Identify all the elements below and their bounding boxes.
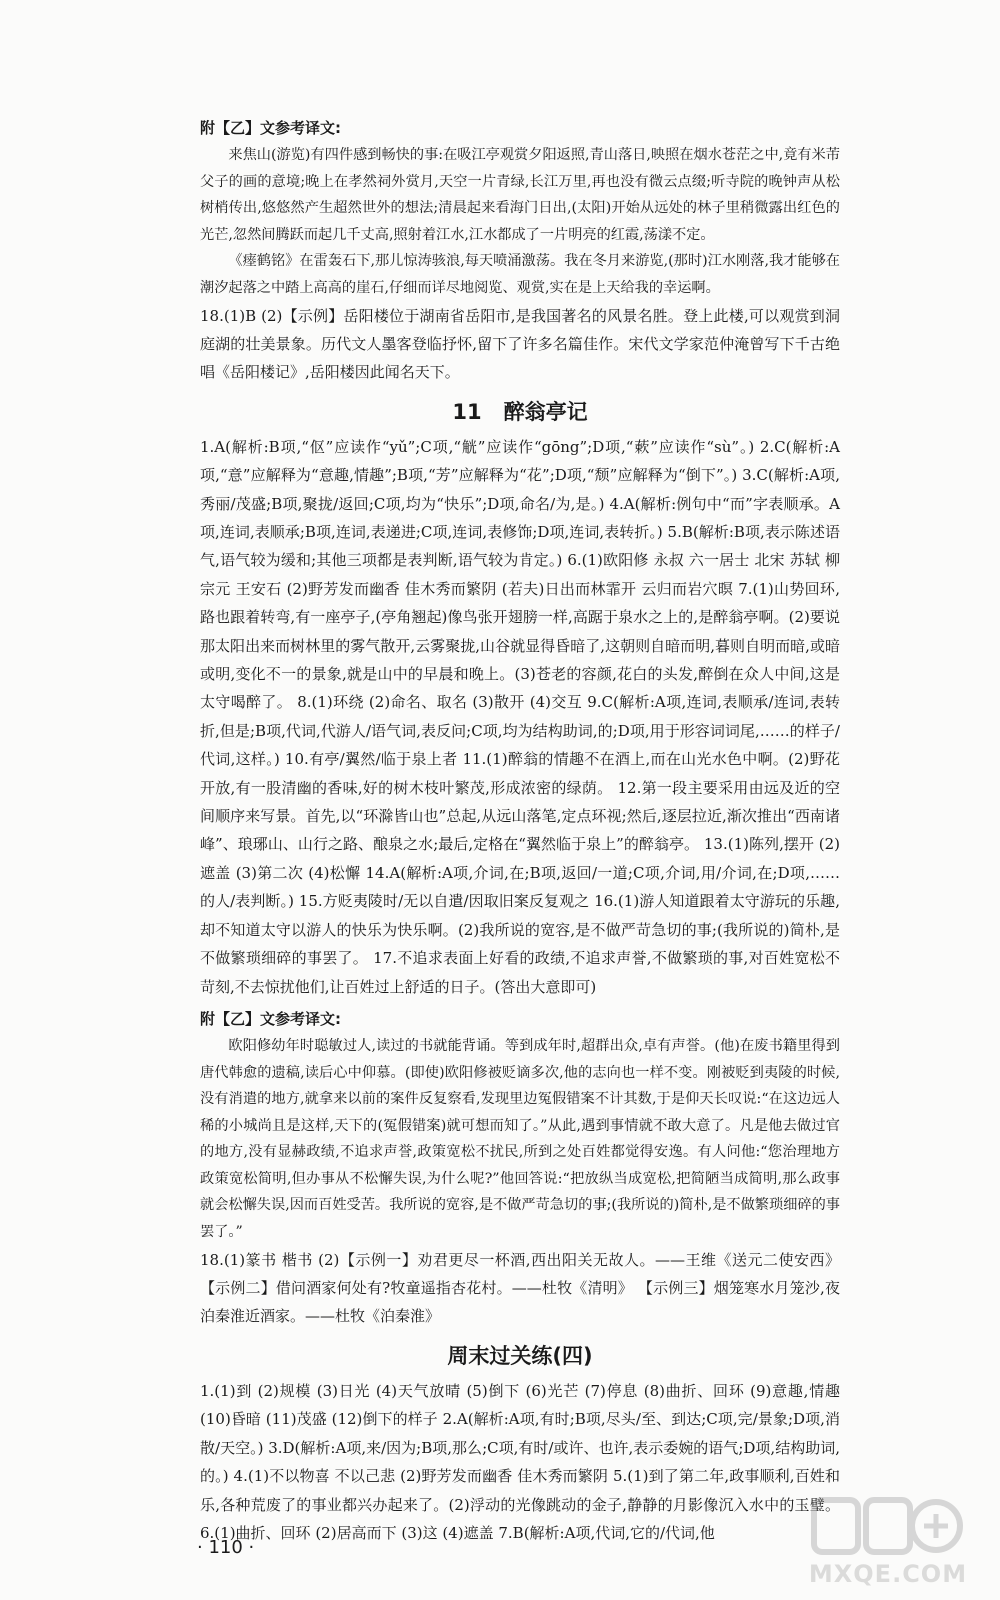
- translation-paragraph: 欧阳修幼年时聪敏过人,读过的书就能背诵。等到成年时,超群出众,卓有声誉。(他)在废书籍里得到唐代韩愈的遗稿,读后心中仰慕。(即使)欧阳修被贬谪多次,他的志向也一样不变。刚被贬到夷陵的时候,没有消遣的地方,就拿来以前的案件反复察看,发现里边冤假错案不计其数,于是仰天长叹说:“在这边远人稀的小城尚且是这样,天下的(冤假错案)就可想而知了。”从此,遇到事情就不敢大意了。凡是他去做过官的地方,没有显赫政绩,不追求声誉,政策宽松不扰民,所到之处百姓都觉得安逸。有人问他:“您治理地方政策宽松简明,但办事从不松懈失误,为什么呢?”他回答说:“把放纵当成宽松,把简陋当成简明,那么政事就会松懈失误,因而百姓受苦。我所说的宽容,是不做严苛急切的事;(我所说的)简朴,是不做繁琐细碎的事罢了。”: [200, 1037, 840, 1241]
- section-11-title: [200, 395, 840, 429]
- site-watermark-logo: [808, 1494, 968, 1590]
- translation-paragraph: 来焦山(游览)有四件感到畅快的事:在吸江亭观赏夕阳返照,青山落日,映照在烟水苍茫之中,竟有米芾父子的画的意境;晚上在孝然祠外赏月,天空一片青绿,长江万里,再也没有微云点缀;听寺院的晚钟声从松树梢传出,悠悠然产生超然世外的想法;清晨起来看海门日出,(太阳)开始从远处的林子里稍微露出红色的光芒,忽然间腾跃而起几千丈高,照射着江水,江水都成了一片明亮的红霞,荡漾不定。: [200, 147, 840, 243]
- page-number: · 110 ·: [197, 1537, 255, 1558]
- translation-paragraph: 《瘗鹤铭》在雷轰石下,那儿惊涛骇浪,每天喷涌激荡。我在冬月来游览,(那时)江水刚落,我才能够在潮汐起落之中踏上高高的崖石,仔细而详尽地阅览、观赏,实在是上天给我的幸运啊。: [200, 253, 840, 296]
- watermark-glyph-icon: [808, 1494, 968, 1564]
- watermark-text: MXQE.COM: [808, 1560, 968, 1588]
- section-number: 11: [452, 399, 482, 424]
- translation-heading-2: 附【乙】文参考译文:: [200, 1009, 341, 1028]
- text-column: [200, 110, 840, 1547]
- weekend-section-title: 周末过关练(四): [447, 1343, 593, 1368]
- question-18-answer-b: 18.(1)篆书 楷书 (2)【示例一】劝君更尽一杯酒,西出阳关无故人。——王维《送元二使安西》 【示例二】借问酒家何处有?牧童遥指杏花村。——杜牧《清明》 【示例三】烟笼寒水月笼沙,夜泊秦淮近酒家。——杜牧《泊秦淮》: [200, 1250, 840, 1326]
- question-18-answer: 18.(1)B (2)【示例】岳阳楼位于湖南省岳阳市,是我国著名的风景名胜。登上此楼,可以观赏到洞庭湖的壮美景象。历代文人墨客登临抒怀,留下了许多名篇佳作。宋代文学家范仲淹曾写下千古绝唱《岳阳楼记》,岳阳楼因此闻名天下。: [200, 306, 840, 382]
- weekend-section-answers: 1.(1)到 (2)规模 (3)日光 (4)天气放晴 (5)倒下 (6)光芒 (7)停息 (8)曲折、回环 (9)意趣,情趣 (10)昏暗 (11)茂盛 (12)倒下的样子 2.A(解析:A项,有时;B项,尽头/至、到达;C项,完/景象;D项,消散/天空。) 3.D(解析:A项,来/因为;B项,那么;C项,有时/或许、也许,表示委婉的语气;D项,结构助词,的。) 4.(1)不以物喜 不以己悲 (2)野芳发而幽香 佳木秀而繁阴 5.(1)到了第二年,政事顺利,百姓和乐,各种荒废了的事业都兴办起来了。(2)浮动的光像跳动的金子,静静的月影像沉入水中的玉璧。 6.(1)曲折、回环 (2)居高而下 (3)这 (4)遮盖 7.B(解析:A项,代词,它的/代词,他: [200, 1381, 840, 1542]
- translation-heading-1: 附【乙】文参考译文:: [200, 119, 341, 137]
- section-title-text: 醉翁亭记: [503, 399, 588, 424]
- section-11-answers: 1.A(解析:B项,“伛”应读作“yǔ”;C项,“觥”应读作“gōng”;D项,“蔌”应读作“sù”。) 2.C(解析:A项,“意”应解释为“意趣,情趣”;B项,“芳”应解释为“花”;D项,“颓”应解释为“倒下”。) 3.C(解析:A项,秀丽/茂盛;B项,聚拢/返回;C项,均为“快乐”;D项,命名/为,是。) 4.A(解析:例句中“而”字表顺承。A项,连词,表顺承;B项,连词,表递进;C项,连词,表修饰;D项,连词,表转折。) 5.B(解析:B项,表示陈述语气,语气较为缓和;其他三项都是表判断,语气较为肯定。) 6.(1)欧阳修 永叔 六一居士 北宋 苏轼 柳宗元 王安石 (2)野芳发而幽香 佳木秀而繁阴 (若夫)日出而林霏开 云归而岩穴暝 7.(1)山势回环,路也跟着转弯,有一座亭子,(亭角翘起)像鸟张开翅膀一样,高踞于泉水之上的,是醉翁亭啊。(2)要说那太阳出来而树林里的雾气散开,云雾聚拢,山谷就显得昏暗了,这朝则自暗而明,暮则自明而暗,或暗或明,变化不一的景象,就是山中的早晨和晚上。(3)苍老的容颜,花白的头发,醉倒在众人中间,这是太守喝醉了。 8.(1)环绕 (2)命名、取名 (3)散开 (4)交互 9.C(解析:A项,连词,表顺承/连词,表转折,但是;B项,代词,代游人/语气词,表反问;C项,均为结构助词,的;D项,用于形容词词尾,……的样子/代词,这样。) 10.有亭/翼然/临于泉上者 11.(1)醉翁的情趣不在酒上,而在山光水色中啊。(2)野花开放,有一股清幽的香味,好的树木枝叶繁茂,形成浓密的绿荫。 12.第一段主要采用由远及近的空间顺序来写景。首先,以“环滁皆山也”总起,从远山落笔,定点环视;然后,逐层拉近,渐次推出“西南诸峰”、琅琊山、山行之路、酿泉之水;最后,定格在“翼然临于泉上”的醉翁亭。 13.(1)陈列,摆开 (2)遮盖 (3)第二次 (4)松懈 14.A(解析:A项,介词,在;B项,返回/一道;C项,介词,用/介词,在;D项,……的人/表判断。) 15.方贬夷陵时/无以自遣/因取旧案反复观之 16.(1)游人知道跟着太守游玩的乐趣,却不知道太守以游人的快乐为快乐啊。(2)我所说的宽容,是不做严苛急切的事;(我所说的)简朴,是不做繁琐细碎的事罢了。 17.不追求表面上好看的政绩,不追求声誉,不做繁琐的事,对百姓宽松不苛刻,不去惊扰他们,让百姓过上舒适的日子。(答出大意即可): [200, 437, 840, 996]
